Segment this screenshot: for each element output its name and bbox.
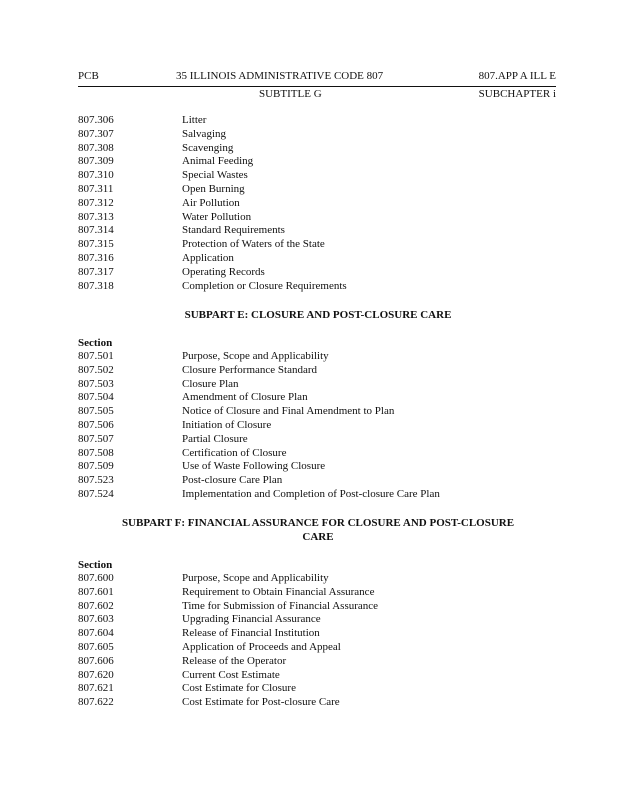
header-subtitle: SUBTITLE G	[259, 88, 322, 100]
section-number: 807.502	[78, 363, 114, 376]
running-header	[78, 70, 556, 87]
section-number: 807.316	[78, 251, 114, 264]
section-title: Animal Feeding	[182, 155, 254, 168]
section-number: 807.508	[78, 446, 114, 459]
subpart-f-heading	[78, 516, 558, 544]
section-row	[78, 128, 558, 142]
section-number: 807.312	[78, 196, 114, 209]
section-row	[78, 474, 558, 488]
section-row	[78, 197, 558, 211]
section-title: Air Pollution	[182, 196, 240, 209]
section-row	[78, 142, 558, 156]
subpart-e-section-list	[78, 350, 558, 502]
section-number: 807.307	[78, 127, 114, 140]
section-title: Completion or Closure Requirements	[182, 279, 347, 292]
section-title: Time for Submission of Financial Assurance	[182, 599, 379, 612]
section-number: 807.604	[78, 627, 114, 640]
section-title: Application	[182, 251, 234, 264]
section-row	[78, 572, 558, 586]
section-title: Purpose, Scope and Applicability	[182, 350, 329, 362]
section-title: Operating Records	[182, 265, 265, 278]
section-row	[78, 488, 558, 502]
section-title: Protection of Waters of the State	[182, 238, 325, 251]
section-row	[78, 655, 558, 669]
section-row	[78, 613, 558, 627]
section-row	[78, 238, 558, 252]
section-number: 807.524	[78, 487, 114, 500]
section-title: Requirement to Obtain Financial Assurance	[182, 585, 375, 598]
section-title: Upgrading Financial Assurance	[182, 613, 321, 626]
section-row	[78, 169, 558, 183]
section-number: 807.605	[78, 640, 114, 653]
section-number: 807.506	[78, 418, 114, 431]
subpart-f-heading-line1: SUBPART F: FINANCIAL ASSURANCE FOR CLOSURE AND POST-CLOSURE	[121, 517, 515, 529]
section-row	[78, 155, 558, 169]
subpart-f-section-label: Section	[78, 559, 113, 571]
section-number: 807.509	[78, 460, 114, 473]
section-number: 807.606	[78, 654, 114, 667]
section-title: Purpose, Scope and Applicability	[182, 572, 329, 584]
subpart-f-section-list	[78, 572, 558, 710]
section-number: 807.603	[78, 613, 114, 626]
section-title: Release of the Operator	[182, 654, 287, 667]
section-row	[78, 600, 558, 614]
section-title: Post-closure Care Plan	[182, 474, 283, 487]
section-title: Cost Estimate for Post-closure Care	[182, 696, 340, 709]
section-number: 807.602	[78, 599, 114, 612]
section-number: 807.505	[78, 405, 114, 418]
section-number: 807.311	[78, 182, 114, 195]
section-row	[78, 350, 558, 364]
section-number: 807.620	[78, 668, 114, 681]
section-number: 807.600	[78, 572, 114, 584]
section-row	[78, 460, 558, 474]
section-number: 807.313	[78, 210, 114, 223]
section-number: 807.314	[78, 224, 114, 237]
header-subchapter: SUBCHAPTER i	[478, 88, 556, 100]
section-number: 807.318	[78, 279, 114, 292]
section-title: Partial Closure	[182, 432, 248, 445]
section-title: Notice of Closure and Final Amendment to Plan	[182, 405, 395, 418]
section-title: Cost Estimate for Closure	[182, 682, 296, 695]
section-row	[78, 405, 558, 419]
running-subheader	[78, 88, 556, 102]
section-title: Closure Performance Standard	[182, 363, 318, 376]
section-number: 807.308	[78, 141, 114, 154]
section-title: Special Wastes	[182, 169, 248, 182]
section-row	[78, 627, 558, 641]
section-row	[78, 114, 558, 128]
section-number: 807.503	[78, 377, 114, 390]
section-row	[78, 586, 558, 600]
section-title: Scavenging	[182, 141, 234, 154]
section-title: Release of Financial Institution	[182, 627, 320, 640]
section-row	[78, 682, 558, 696]
section-row	[78, 447, 558, 461]
section-row	[78, 669, 558, 683]
section-row	[78, 211, 558, 225]
section-number: 807.501	[78, 350, 114, 362]
section-title: Litter	[182, 114, 207, 126]
section-row	[78, 696, 558, 710]
section-number: 807.317	[78, 265, 114, 278]
section-row	[78, 224, 558, 238]
header-section-ref: 807.APP A ILL E	[478, 70, 556, 82]
section-row	[78, 419, 558, 433]
section-row	[78, 391, 558, 405]
section-title: Initiation of Closure	[182, 418, 272, 431]
section-number: 807.523	[78, 474, 114, 487]
header-agency: PCB	[78, 70, 99, 82]
section-title: Closure Plan	[182, 377, 239, 390]
section-number: 807.309	[78, 155, 114, 168]
section-title: Implementation and Completion of Post-closure Care Plan	[182, 487, 440, 500]
section-title: Application of Proceeds and Appeal	[182, 640, 341, 653]
subpart-f-heading-line2: CARE	[302, 531, 334, 543]
section-number: 807.504	[78, 391, 114, 404]
section-row	[78, 252, 558, 266]
section-row	[78, 364, 558, 378]
section-row	[78, 183, 558, 197]
section-title: Open Burning	[182, 182, 245, 195]
section-row	[78, 433, 558, 447]
section-number: 807.315	[78, 238, 114, 251]
section-number: 807.507	[78, 432, 114, 445]
section-number: 807.601	[78, 585, 114, 598]
section-number: 807.310	[78, 169, 114, 182]
section-title: Standard Requirements	[182, 224, 285, 237]
section-number: 807.621	[78, 682, 114, 695]
section-row	[78, 641, 558, 655]
section-row	[78, 378, 558, 392]
section-number: 807.306	[78, 114, 114, 126]
section-title: Salvaging	[182, 127, 226, 140]
subpart-e-heading: SUBPART E: CLOSURE AND POST-CLOSURE CARE	[184, 309, 452, 321]
section-number: 807.622	[78, 696, 114, 709]
section-row	[78, 266, 558, 280]
section-title: Water Pollution	[182, 210, 252, 223]
subpart-e-section-label: Section	[78, 337, 113, 349]
section-title: Current Cost Estimate	[182, 668, 280, 681]
subpart-d-section-list	[78, 114, 558, 293]
section-title: Use of Waste Following Closure	[182, 460, 326, 473]
section-title: Certification of Closure	[182, 446, 287, 459]
section-title: Amendment of Closure Plan	[182, 391, 308, 404]
section-row	[78, 280, 558, 294]
header-code-title: 35 ILLINOIS ADMINISTRATIVE CODE 807	[176, 70, 384, 82]
